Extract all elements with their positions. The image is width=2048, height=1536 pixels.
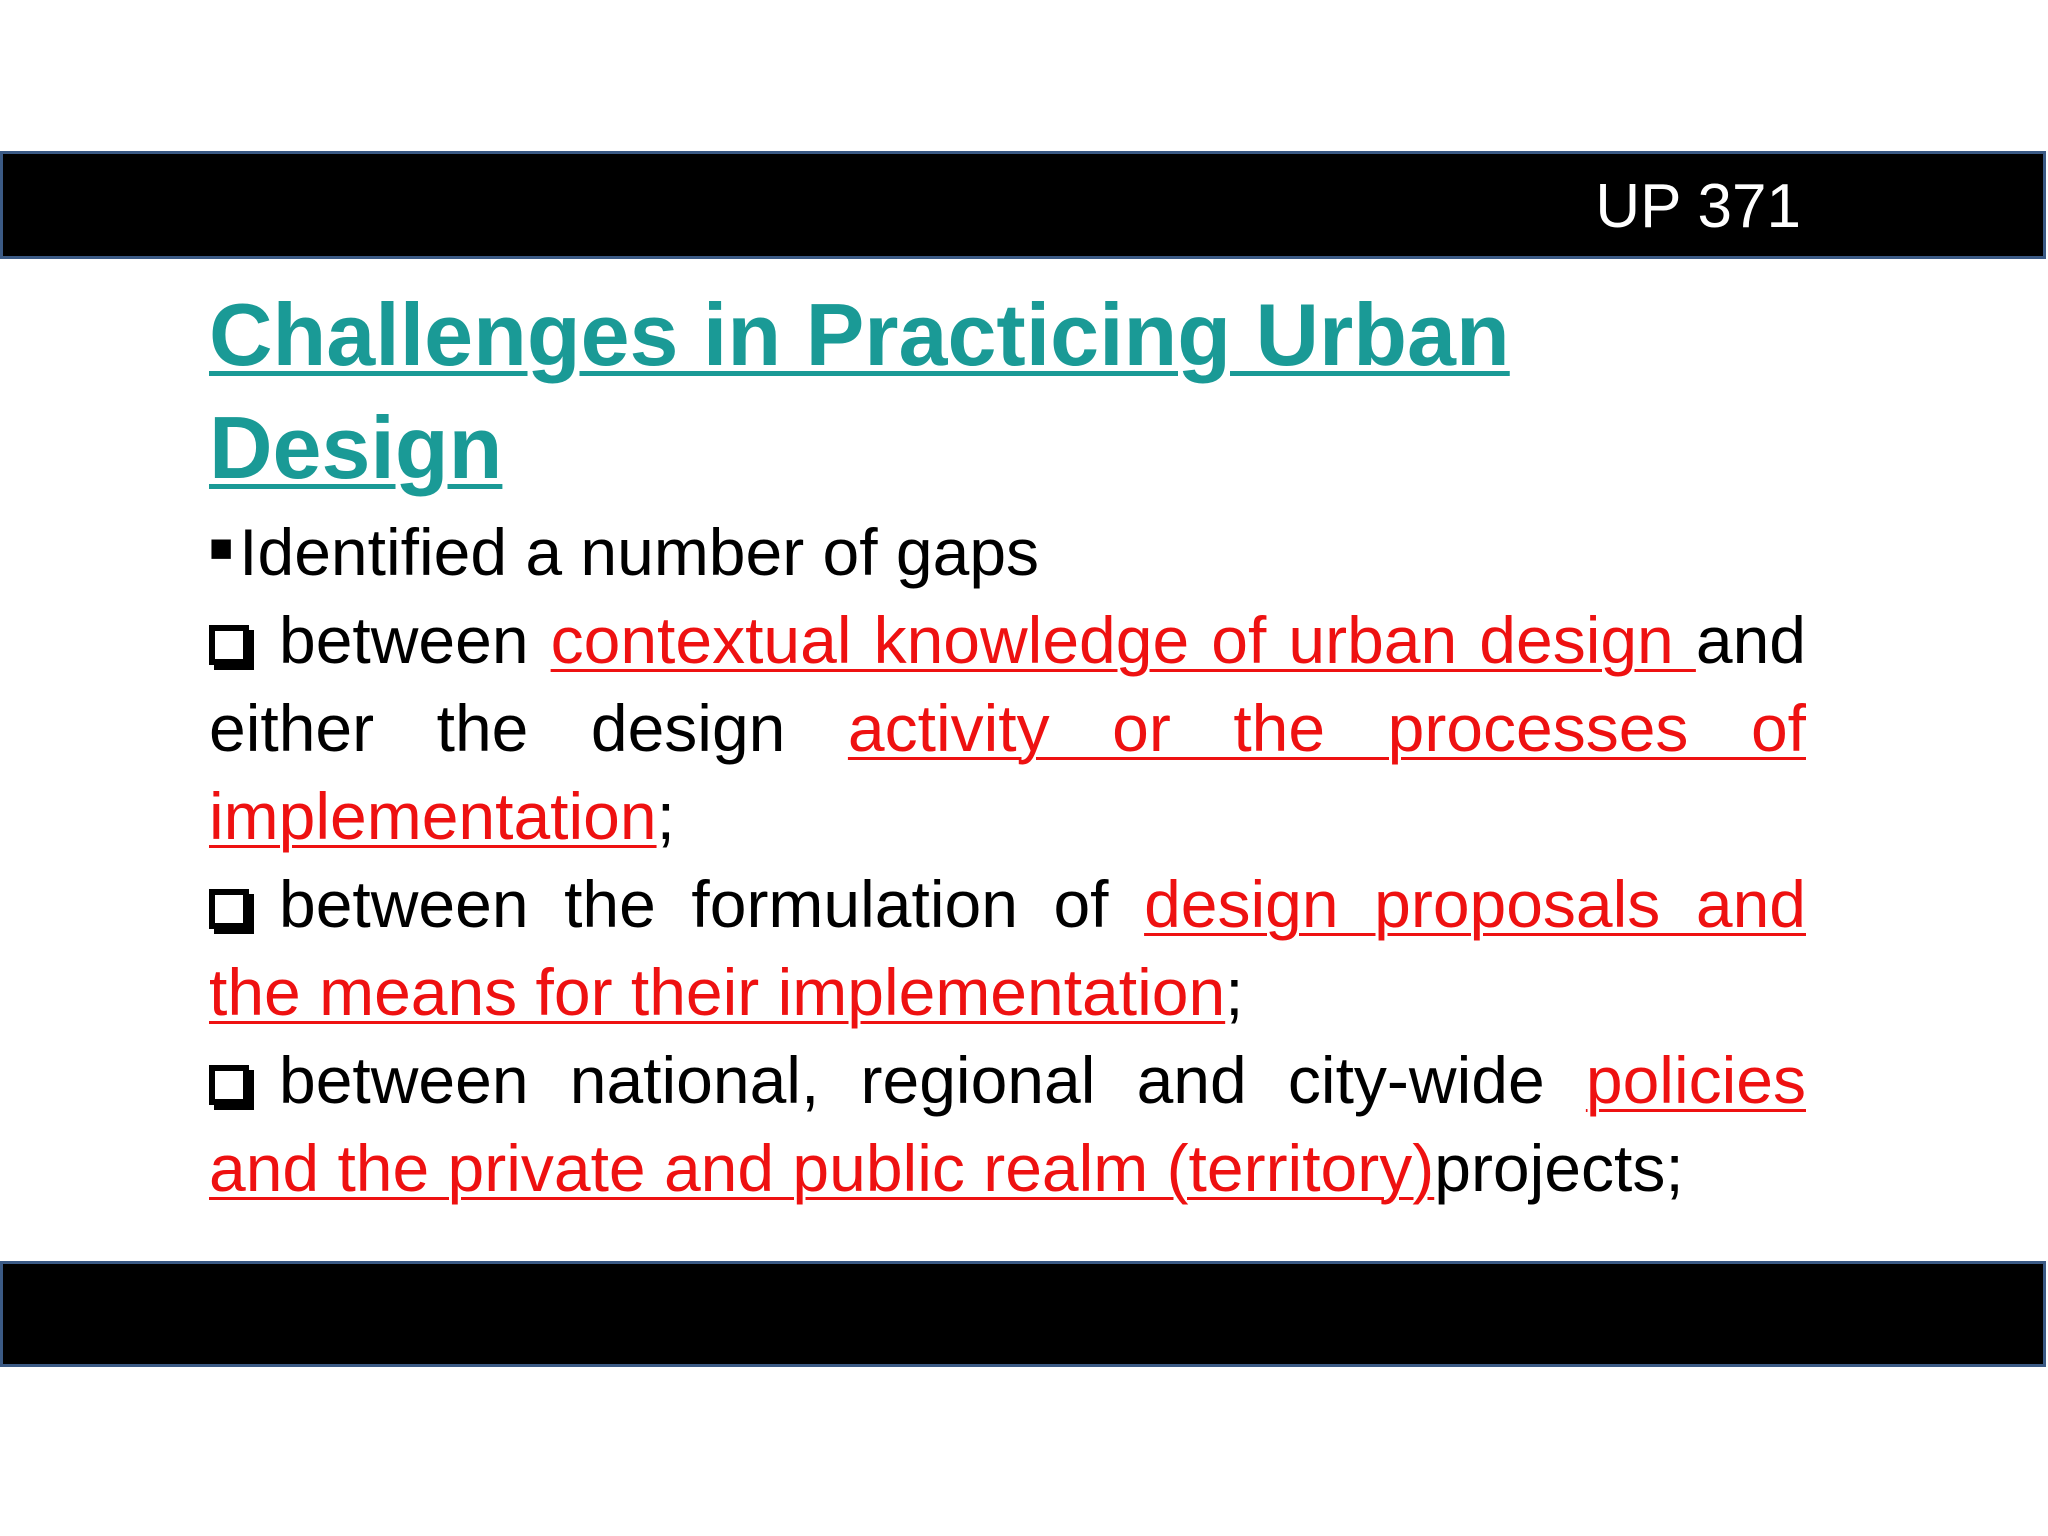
gap-item-1 [209, 596, 1806, 860]
square-bullet-icon: ■ [209, 526, 234, 570]
gap3-tail: projects; [1434, 1131, 1684, 1205]
gap1-highlight-2: activity or the processes of implementation [209, 691, 1806, 853]
gap1-lead: between [279, 603, 551, 677]
intro-line [209, 504, 1806, 596]
gap3-highlight-1: policies and the private and public realm (territory) [209, 1043, 1806, 1205]
slide-title: Challenges in Practicing Urban Design [209, 285, 1510, 497]
gap2-tail: ; [1225, 955, 1244, 1029]
gap2-lead: between the formulation of [279, 867, 1145, 941]
gap2-highlight-1: design proposals and the means for their implementation [209, 867, 1806, 1029]
gap1-tail: ; [656, 779, 675, 853]
course-code: UP 371 [1595, 172, 1801, 241]
checkbox-icon [209, 625, 249, 665]
gap-item-2 [209, 860, 1806, 1036]
checkbox-icon [209, 1065, 249, 1105]
gap1-mid: and either the design [209, 603, 1806, 765]
gap-item-3 [209, 1036, 1806, 1212]
footer-bar [0, 1261, 2046, 1367]
gap3-lead: between national, regional and city-wide [279, 1043, 1586, 1117]
gap1-highlight-1: contextual knowledge of urban design [550, 603, 1696, 677]
intro-text: Identified a number of gaps [239, 515, 1040, 589]
checkbox-icon [209, 889, 249, 929]
slide-content [209, 278, 1806, 1254]
